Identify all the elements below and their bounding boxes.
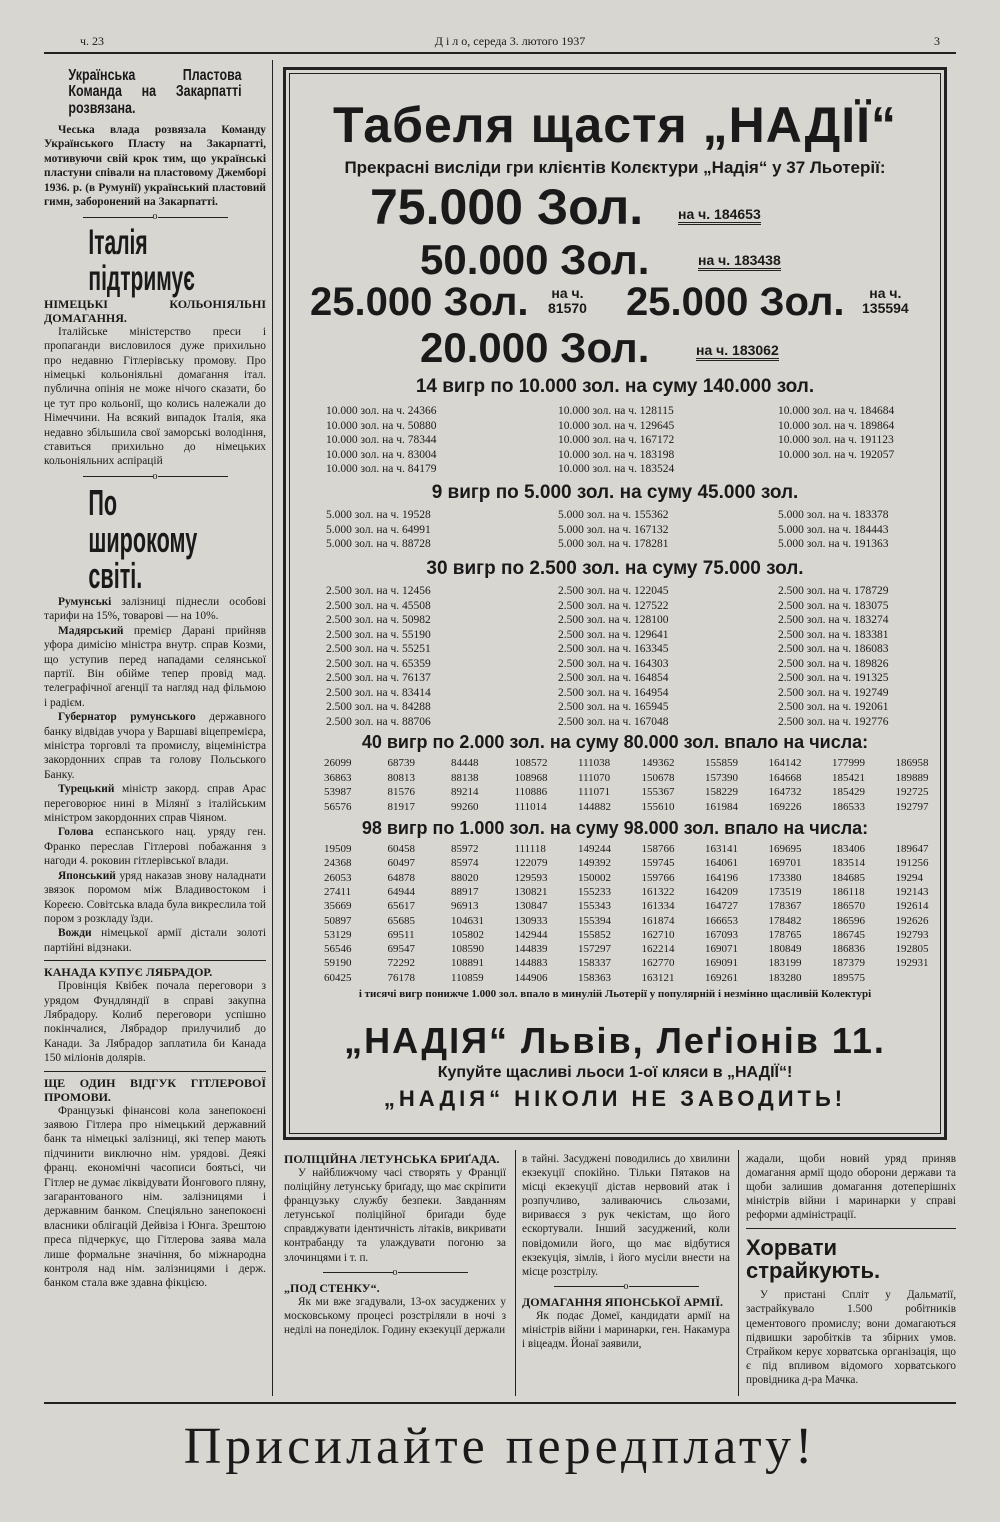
- winning-number: 187379: [832, 957, 865, 970]
- winning-number: 180849: [768, 943, 802, 956]
- winning-number: 169091: [705, 957, 738, 970]
- winning-number: 142944: [514, 928, 548, 941]
- winning-number: 56576: [324, 800, 352, 813]
- winning-number: 186570: [832, 900, 865, 913]
- column-divider: [738, 1150, 739, 1396]
- prize-50000: 50.000 Зол.: [420, 236, 650, 283]
- winning-number: 96913: [451, 900, 479, 913]
- winning-number-entry: 2.500 зол. на ч. 192061: [778, 701, 889, 713]
- article-title-japan: ДОМАГАННЯ ЯПОНСЬКОЇ АРМІЇ.: [522, 1294, 724, 1309]
- winning-number: 150678: [641, 771, 675, 784]
- winning-number: 68739: [387, 757, 415, 769]
- winning-number: 155367: [641, 786, 675, 798]
- winning-number: 108891: [451, 957, 484, 970]
- winning-number: 164061: [705, 857, 738, 870]
- winning-number: 183406: [832, 843, 865, 855]
- winning-number: 27411: [324, 885, 352, 898]
- article-text-plast: Чеська влада розвязала Команду Українського Пласту на Закарпатті, мотивуючи свій крок тим, що українські пластуни співали на пластовому Джемборі 1936. р. (в Румунії) український пластовий гимн, заборонений на Закарпатті.: [44, 123, 266, 208]
- winning-number: 111038: [578, 757, 611, 769]
- winning-number: 164668: [768, 771, 802, 784]
- winning-number-entry: 5.000 зол. на ч. 64991: [326, 523, 431, 536]
- winning-number: 36863: [324, 771, 352, 784]
- winning-number: 192793: [895, 928, 929, 941]
- winning-number: 167093: [705, 928, 738, 941]
- winning-number: 192614: [895, 900, 929, 913]
- winning-number: 53129: [324, 928, 352, 941]
- winning-number: 159766: [641, 871, 675, 884]
- column-divider: [272, 60, 273, 1396]
- winning-number: 186836: [832, 943, 865, 956]
- winning-number: 177999: [832, 757, 865, 769]
- winning-number: 111014: [514, 800, 547, 813]
- news-items: [44, 595, 266, 955]
- article-text-wall: Як ми вже згадували, 13-ох засуджених у московському процесі розстріляли в ночі з неділі на понеділок. Годину екзекуції держали: [284, 1295, 506, 1336]
- winning-number: 110859: [451, 971, 484, 984]
- winning-number: 191256: [895, 857, 929, 870]
- winning-number: 173380: [768, 871, 802, 884]
- winning-number: 186958: [895, 757, 929, 769]
- article-title-plast: Українська Пластова Команда на Закарпатті розвязана.: [68, 67, 242, 117]
- winning-number-entry: 2.500 зол. на ч. 192749: [778, 686, 889, 699]
- winning-number-entry: 5.000 зол. на ч. 88728: [326, 538, 431, 550]
- ad-title: Табеля щастя „НАДІЇ“: [333, 97, 897, 153]
- prize-20000-number: на ч. 183062: [696, 342, 779, 361]
- winning-number: 130933: [514, 914, 548, 927]
- ad-address: „НАДІЯ“ Львів, Леґіонів 11.: [344, 1020, 886, 1061]
- winning-number-entry: 2.500 зол. на ч. 128100: [558, 614, 669, 626]
- winning-number: 192725: [895, 786, 929, 798]
- bottom-column-2: [522, 1152, 730, 1351]
- winning-number-entry: 10.000 зол. на ч. 183198: [558, 448, 675, 461]
- winning-number-entry: 10.000 зол. на ч. 189864: [778, 419, 895, 432]
- winning-number: 108590: [451, 943, 484, 956]
- winning-number: 155394: [578, 914, 611, 927]
- column-divider: [515, 1150, 516, 1396]
- winning-number: 183514: [832, 857, 865, 870]
- winning-number: 161322: [641, 885, 675, 898]
- winning-number: 88917: [451, 885, 479, 898]
- winning-number-entry: 10.000 зол. на ч. 192057: [778, 448, 895, 461]
- winning-number-entry: 10.000 зол. на ч. 78344: [326, 434, 437, 446]
- newspaper-masthead-line: Д і л о, середа 3. лютого 1937: [434, 34, 586, 48]
- article-text-wall-cont: в тайні. Засуджені поводились до хвилини екзекуції спокійно. Тільки Пятаков на місці екзекуції дістав нервовий атак і розпучливо, заливаючись сльозами, вириваєся з рук чекістам, що його ескортували. Інший засуджений, коли повідомили його, що має відбутися екзекуція, зімлів, і його мусіли внести на місце розстрілу.: [522, 1153, 730, 1278]
- winning-number: 89214: [451, 786, 479, 798]
- winning-number-entry: 10.000 зол. на ч. 83004: [326, 448, 437, 461]
- winning-number-entry: 2.500 зол. на ч. 164954: [558, 686, 669, 699]
- page-number-left: ч. 23: [80, 34, 105, 48]
- winning-number-entry: 2.500 зол. на ч. 186083: [778, 643, 889, 655]
- winning-number: 155859: [705, 757, 738, 769]
- article-title-wall: „ПОД СТЕНКУ“.: [284, 1280, 380, 1295]
- winning-number: 111070: [578, 771, 611, 784]
- winning-number: 163141: [705, 843, 738, 855]
- winning-number: 189575: [832, 971, 865, 984]
- winning-number-entry: 2.500 зол. на ч. 165945: [558, 701, 669, 713]
- winning-number: 158229: [705, 786, 738, 798]
- winning-number: 186745: [832, 928, 865, 941]
- winning-number-entry: 2.500 зол. на ч. 183075: [778, 599, 889, 612]
- winning-number: 169071: [705, 943, 738, 956]
- article-text-japan-cont: жадали, щоби новий уряд приняв домагання армії щодо оборони держави та щоби залишив домагання дотеперішніх міністрів війни і маринарки у справі реформи адміністрації.: [746, 1153, 956, 1222]
- winning-number: 99260: [451, 800, 479, 813]
- winning-number: 178482: [768, 914, 802, 927]
- winning-number: 166653: [705, 914, 738, 927]
- winning-number: 130847: [514, 900, 548, 913]
- winning-number-entry: 2.500 зол. на ч. 183274: [778, 614, 889, 626]
- winning-number: 59190: [324, 957, 352, 970]
- news-item: Губернатор румунського державного банку відвідав учора у Варшаві віцепремієра, міністра торговлі та промислу, віцеміністра закордонних справ та голову Польського Банку.: [44, 711, 266, 781]
- winning-number: 186596: [832, 914, 865, 927]
- winning-number-entry: 2.500 зол. на ч. 164854: [558, 672, 669, 684]
- winning-number: 81917: [387, 800, 415, 813]
- group-5000-heading: 9 вигр по 5.000 зол. на суму 45.000 зол.: [431, 482, 799, 503]
- ad-footnote: і тисячі вигр понижче 1.000 зол. впало в минулій Льотерії у популярній і незмінно щасливій Колектурі: [358, 988, 872, 1000]
- rule: [746, 1228, 956, 1229]
- winning-number: 169695: [768, 843, 802, 855]
- winning-number: 104631: [451, 914, 484, 927]
- winning-number: 144883: [514, 957, 548, 970]
- winning-number: 26099: [324, 757, 352, 769]
- winning-number: 64878: [387, 871, 415, 884]
- winning-number-entry: 5.000 зол. на ч. 167132: [558, 523, 669, 536]
- winning-number-entry: 2.500 зол. на ч. 83414: [326, 686, 431, 699]
- separator: o: [284, 1267, 506, 1279]
- winning-number: 164732: [768, 786, 802, 798]
- winning-number: 149392: [578, 857, 611, 870]
- winning-number: 64944: [387, 885, 415, 898]
- winning-number: 185429: [832, 786, 865, 798]
- winning-number-entry: 10.000 зол. на ч. 128115: [558, 405, 674, 417]
- winning-number: 144882: [578, 800, 611, 813]
- banner-rule: [44, 1402, 956, 1404]
- winning-number: 159745: [641, 857, 675, 870]
- winning-number-entry: 10.000 зол. на ч. 129645: [558, 419, 675, 432]
- separator: o: [44, 211, 266, 223]
- winning-number: 192931: [895, 957, 929, 970]
- lottery-ad-inner: [289, 73, 941, 1134]
- winning-number: 80813: [387, 771, 415, 784]
- winning-number-entry: 2.500 зол. на ч. 55190: [326, 628, 431, 641]
- group-1000-heading: 98 вигр по 1.000 зол. на суму 98.000 зол. впало на числа:: [361, 818, 869, 838]
- winning-number: 88138: [451, 771, 479, 784]
- winning-number: 144839: [514, 943, 548, 956]
- prize-75000-number: на ч. 184653: [678, 206, 761, 225]
- winning-number: 108572: [514, 757, 548, 769]
- winning-number-entry: 2.500 зол. на ч. 12456: [326, 585, 431, 597]
- winning-number-entry: 2.500 зол. на ч. 163345: [558, 643, 669, 655]
- winning-number: 192626: [895, 914, 929, 927]
- winning-number-entry: 2.500 зол. на ч. 178729: [778, 585, 889, 597]
- winning-number: 162214: [641, 943, 675, 956]
- ad-slogan: „НАДІЯ“ НІКОЛИ НЕ ЗАВОДИТЬ!: [383, 1086, 847, 1111]
- prize-25000-a: 25.000 Зол.: [310, 280, 529, 324]
- news-item: Вожди німецької армії дістали золоті партійні відзнаки.: [44, 927, 266, 954]
- subscription-banner: Присилайте передплату!: [183, 1418, 817, 1475]
- winning-number-entry: 2.500 зол. на ч. 122045: [558, 585, 669, 597]
- winning-number: 183199: [768, 957, 802, 970]
- winning-number-entry: 5.000 зол. на ч. 178281: [558, 538, 669, 550]
- article-title-croats: Хорвати страйкують.: [746, 1235, 881, 1283]
- winning-number: 184685: [832, 871, 865, 884]
- news-item: Мадярський премієр Дарані прийняв уфора димісію міністра внутр. справ Козми, що уступив перед нападами селянської партії. Він обійме тепер провід мад. телеграфічної агенції та нагляд над фільмою і радієм.: [44, 624, 266, 709]
- group-2000-heading: 40 вигр по 2.000 зол. на суму 80.000 зол. впало на числа:: [361, 732, 869, 752]
- rule: [44, 960, 266, 961]
- winning-number: 186118: [832, 885, 865, 898]
- page-header: [80, 34, 940, 50]
- winning-number: 72292: [387, 957, 415, 970]
- winning-number: 85974: [451, 857, 479, 870]
- winning-number: 169701: [768, 857, 802, 870]
- winning-number-entry: 10.000 зол. на ч. 183524: [558, 463, 675, 475]
- winning-number-entry: 2.500 зол. на ч. 192776: [778, 715, 889, 728]
- winning-number: 149244: [578, 843, 611, 855]
- article-subtitle-italy: НІМЕЦЬКІ КОЛЬОНІЯЛЬНІ ДОМАГАННЯ.: [44, 296, 266, 325]
- winning-number: 122079: [514, 857, 548, 870]
- winning-number-entry: 10.000 зол. на ч. 191123: [778, 434, 894, 446]
- header-rule: [44, 52, 956, 54]
- winning-number: 155610: [641, 800, 675, 813]
- winning-number-entry: 2.500 зол. на ч. 55251: [326, 643, 431, 655]
- winning-number: 162770: [641, 957, 675, 970]
- prize-50000-number: на ч. 183438: [698, 252, 781, 271]
- news-item: Японський уряд наказав знову наладнати звязок поромом між Владивостоком і Кореєю. Совітська влада була викреслила той пором з розкладу їзди.: [44, 869, 266, 925]
- winning-number: 155852: [578, 928, 611, 941]
- prize-20000: 20.000 Зол.: [420, 324, 650, 371]
- winning-number: 185421: [832, 771, 865, 784]
- winning-number-entry: 2.500 зол. на ч. 191325: [778, 672, 889, 684]
- winning-number: 162710: [641, 928, 675, 941]
- winning-number: 169226: [768, 800, 802, 813]
- bottom-column-3: [746, 1152, 956, 1387]
- winning-number: 186533: [832, 800, 865, 813]
- prize-75000: 75.000 Зол.: [370, 179, 644, 235]
- ad-buy-tickets: Купуйте щасливі льоси 1-ої кляси в „НАДІЇ“!: [437, 1064, 793, 1081]
- winning-number-entry: 2.500 зол. на ч. 88706: [326, 715, 431, 728]
- winning-number: 158337: [578, 957, 611, 970]
- article-text-croats: У пристані Спліт у Дальматії, застрайкувало 1.500 робітників цементового промислу; вони домагаються підвишки заробітків та збірних умов. Страйком керує хорватська організація, що є під впливом відомого хорватського провідника д-ра Мачка.: [746, 1289, 956, 1386]
- winning-number-entry: 10.000 зол. на ч. 50880: [326, 419, 437, 432]
- winning-number-entry: 2.500 зол. на ч. 84288: [326, 701, 431, 713]
- winning-number: 163121: [641, 971, 675, 984]
- rule: [44, 1071, 266, 1072]
- winning-number-entry: 5.000 зол. на ч. 191363: [778, 538, 889, 550]
- page-number-right: 3: [934, 34, 940, 48]
- winning-number: 50897: [324, 914, 352, 927]
- winning-number: 88020: [451, 871, 479, 884]
- news-item: Голова еспанського нац. уряду ген. Франко переслав Гітлерові побажання з нагоди 4. роковин гітлерівської влади.: [44, 826, 266, 868]
- winning-number: 81576: [387, 786, 415, 798]
- winning-number: 192143: [895, 885, 929, 898]
- winning-number: 76178: [387, 971, 415, 984]
- winning-number: 60497: [387, 857, 415, 870]
- winning-number: 157297: [578, 943, 611, 956]
- separator: o: [44, 471, 266, 483]
- group-10000-heading: 14 вигр по 10.000 зол. на суму 140.000 зол.: [415, 376, 815, 397]
- winning-number: 130821: [514, 885, 548, 898]
- winning-number: 69547: [387, 943, 415, 956]
- winning-number: 161874: [641, 914, 675, 927]
- winning-number-entry: 2.500 зол. на ч. 183381: [778, 628, 889, 641]
- winning-number: 129593: [514, 871, 548, 884]
- winning-number: 150002: [578, 871, 611, 884]
- winning-number-entry: 2.500 зол. на ч. 129641: [558, 628, 669, 641]
- winning-number: 164209: [705, 885, 738, 898]
- winning-number: 56546: [324, 943, 352, 956]
- winning-number: 157390: [705, 771, 738, 784]
- ad-subtitle: Прекрасні висліди гри клієнтів Колєктури „Надія“ у 37 Льотерії:: [344, 158, 886, 177]
- winning-number: 111071: [578, 786, 611, 798]
- news-item: Румунські залізниці піднесли особові тарифи на 15%, товарові — на 10%.: [44, 595, 266, 623]
- winning-number: 19509: [324, 843, 352, 855]
- winning-number: 161334: [641, 900, 675, 913]
- winning-number-entry: 2.500 зол. на ч. 45508: [326, 599, 431, 612]
- winning-number-entry: 2.500 зол. на ч. 127522: [558, 599, 669, 612]
- winning-number-entry: 2.500 зол. на ч. 167048: [558, 715, 669, 728]
- prize-25000-a-number: на ч. 81570: [548, 285, 587, 316]
- winning-number: 178367: [768, 900, 802, 913]
- winning-number: 173519: [768, 885, 802, 898]
- winning-number: 85972: [451, 843, 479, 855]
- winning-number: 158363: [578, 971, 611, 984]
- article-text-italy: Італійське міністерство преси і пропаганди висловилося дуже прихильно про недавню Гітлерівську промову. Про німецькі кольоніяльні домагання італ. публична опінія не може нічого сказати, бо це тут про кольонії, що колись належали до Німеччини. На всякий випадок Італія, яка недавно збільшила свої заморські володіння, ставиться прихильно до німецьких кольоніяльних аспірацій: [44, 325, 266, 468]
- winning-number: 169261: [705, 971, 738, 984]
- winning-number: 111118: [514, 843, 546, 855]
- winning-number: 183280: [768, 971, 802, 984]
- winning-number: 26053: [324, 871, 352, 884]
- winning-number: 192805: [895, 943, 929, 956]
- winning-number: 105802: [451, 928, 484, 941]
- winning-number-entry: 5.000 зол. на ч. 184443: [778, 523, 889, 536]
- prize-25000-b-number: на ч. 135594: [862, 285, 909, 316]
- article-title-italy: Італія підтримує: [88, 223, 195, 299]
- winning-number: 60458: [387, 843, 415, 855]
- article-title-world: По широкому світі.: [88, 481, 198, 597]
- winning-number-entry: 5.000 зол. на ч. 19528: [326, 509, 431, 521]
- article-text-hitler: Французькі фінансові кола занепокоєні заявою Гітлера про німецький державний банк та німецькі залізниці, які тепер мають підчинити виключно нім. урядові. Деякі франц. економічні часописи боятьсі, чи Гітлер не думає ліквідувати Йонгового пляну, загарантованого нім. залізницями і державним банком. Спеціяльно занепокоєні власники облігацій Дейвіза і Юнга. Зрештою преса підчеркує, що Гітлерова заява мала лише формальне значіння, бо міжнародна контроля над нім. залізницями і держ. банком стала вже здавна фікцією.: [44, 1104, 266, 1290]
- winning-number: 144906: [514, 971, 548, 984]
- winning-number: 192797: [895, 800, 929, 813]
- winning-number-entry: 10.000 зол. на ч. 167172: [558, 434, 675, 446]
- winning-number-entry: 10.000 зол. на ч. 24366: [326, 405, 437, 417]
- bottom-column-1: [284, 1152, 506, 1337]
- winning-number-entry: 5.000 зол. на ч. 155362: [558, 509, 669, 521]
- winning-number: 24368: [324, 857, 352, 870]
- winning-number-entry: 5.000 зол. на ч. 183378: [778, 509, 889, 521]
- winning-number-entry: 2.500 зол. на ч. 164303: [558, 657, 669, 670]
- article-title-canada: КАНАДА КУПУЄ ЛЯБРАДОР.: [44, 965, 213, 980]
- winning-number-entry: 2.500 зол. на ч. 65359: [326, 657, 431, 670]
- article-text-japan: Як подає Домеї, кандидати армії на міністрів війни і маринарки, ген. Накамура і віцеадм. Йонаї заявили,: [522, 1309, 730, 1351]
- winning-number: 189889: [895, 771, 929, 784]
- article-title-hitler: ЩЕ ОДИН ВІДГУК ГІТЛЕРОВОЇ ПРОМОВИ.: [44, 1075, 266, 1104]
- group-2500-heading: 30 вигр по 2.500 зол. на суму 75.000 зол.: [426, 558, 804, 579]
- winning-number-entry: 10.000 зол. на ч. 184684: [778, 405, 895, 417]
- winning-number: 60425: [324, 971, 352, 984]
- winning-number: 53987: [324, 786, 352, 798]
- winning-number-entry: 10.000 зол. на ч. 84179: [326, 463, 437, 475]
- winning-number: 158766: [641, 843, 675, 855]
- news-item: Турецький міністр закорд. справ Арас переговорює нині в Мілянї з італійським міністром закордонних справ Чіяном.: [44, 783, 266, 825]
- winning-number: 110886: [514, 786, 548, 798]
- article-title-police: ПОЛІЦІЙНА ЛЕТУНСЬКА БРИҐАДА.: [284, 1152, 500, 1166]
- winning-number-entry: 2.500 зол. на ч. 189826: [778, 657, 889, 670]
- winning-number-entry: 2.500 зол. на ч. 76137: [326, 672, 431, 684]
- winning-number: 19294: [895, 871, 923, 884]
- separator: o: [522, 1281, 730, 1293]
- article-text-canada: Провінція Квібек почала переговори з урядом Фундляндії в справі закупна Лябрадору. Колиб переговори успішно покінчалися, Лябрадор прилучилиб до Канади. За Лябрадор заплатила би Канада 150 міліонів долярів.: [44, 980, 266, 1065]
- winning-number: 178765: [768, 928, 802, 941]
- left-column: [44, 68, 266, 1291]
- winning-number: 161984: [705, 800, 738, 813]
- winning-number: 84448: [451, 757, 479, 769]
- article-text-police: У найближчому часі створять у Франції поліційну летунську бриґаду, що має скріпити французьку службу безпеки. Завданням летунської поліційної бриґади буде справджувати ідентичність літаків, викривати контрабанду та улаждувати погоню за злочинцями і т. п.: [284, 1167, 506, 1264]
- winning-number: 155233: [578, 885, 611, 898]
- winning-number: 164196: [705, 871, 738, 884]
- winning-number: 164142: [768, 757, 802, 769]
- winning-number: 35669: [324, 900, 352, 913]
- winning-number: 149362: [641, 757, 675, 769]
- winning-number: 65685: [387, 914, 415, 927]
- prize-25000-b: 25.000 Зол.: [626, 280, 845, 324]
- winning-number-entry: 2.500 зол. на ч. 50982: [326, 614, 431, 626]
- winning-number: 65617: [387, 900, 415, 913]
- winning-number: 108968: [514, 771, 548, 784]
- winning-number: 189647: [895, 843, 929, 855]
- winning-number: 164727: [705, 900, 738, 913]
- winning-number: 155343: [578, 900, 611, 913]
- winning-number: 69511: [387, 928, 415, 941]
